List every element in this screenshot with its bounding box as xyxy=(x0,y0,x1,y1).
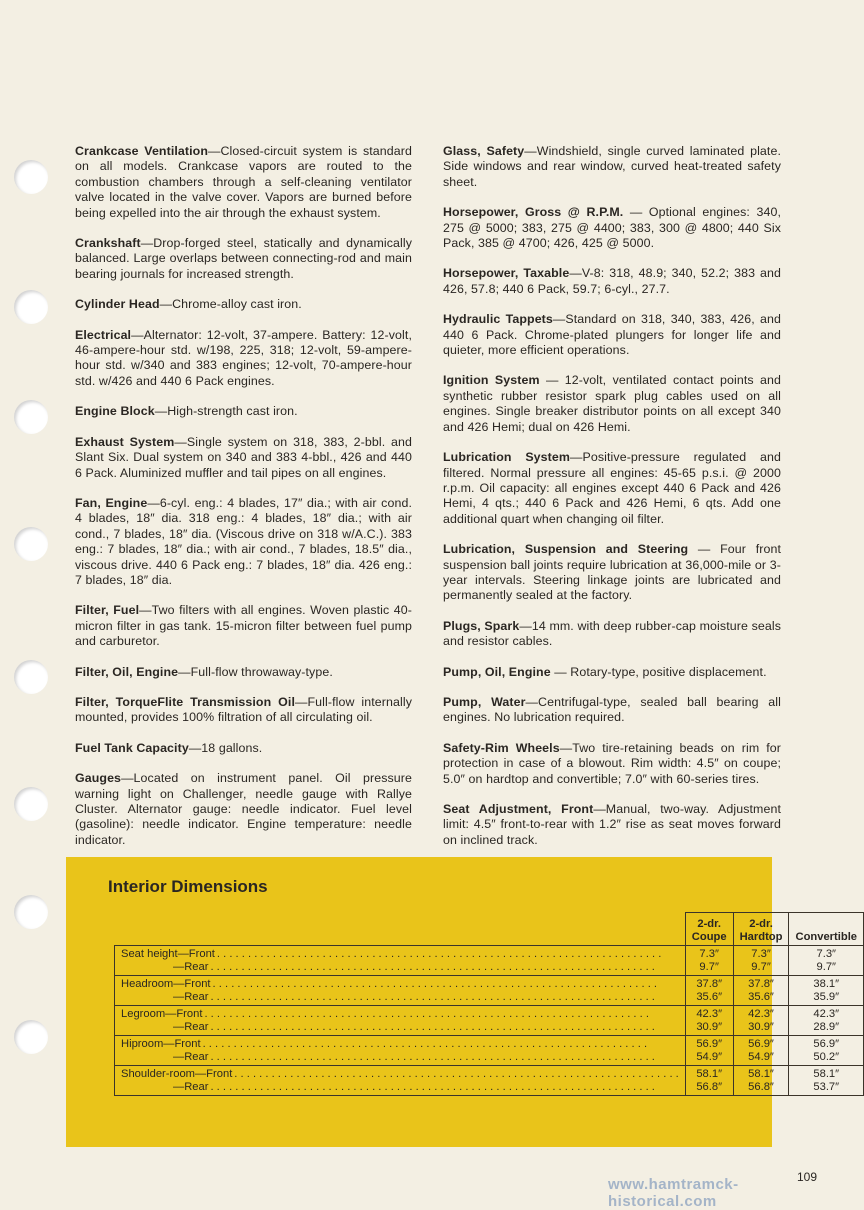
binder-hole xyxy=(14,787,48,821)
spec-term: Gauges xyxy=(75,771,122,786)
value-cell: 56.9″ 54.9″ xyxy=(733,1036,789,1066)
spec-term: Safety-Rim Wheels xyxy=(443,740,560,755)
spec-entry xyxy=(75,741,412,756)
value-cell: 38.1″ 35.9″ xyxy=(789,976,864,1006)
spec-entry xyxy=(75,603,412,649)
value-cell: 58.1″ 56.8″ xyxy=(685,1066,733,1096)
spec-description: —Two tire-retaining beads on rim for protection in case of a blowout. Rim width: 4.5″ on coupe; 5.0″ on hardtop and convertible; 7.0″ with 60-series tires. xyxy=(443,740,782,786)
row-label: Seat height—Front . . . —Rear . . . xyxy=(115,946,686,976)
table-header-row xyxy=(115,913,864,946)
row-label: Legroom—Front . . . —Rear . . . xyxy=(115,1006,686,1036)
spec-description: —Chrome-alloy cast iron. xyxy=(159,297,302,312)
column-header-coupe: 2-dr. Coupe xyxy=(685,913,733,946)
spec-description: — Rotary-type, positive displacement. xyxy=(550,664,767,679)
column-header-hardtop: 2-dr. Hardtop xyxy=(733,913,789,946)
spec-term: Pump, Water xyxy=(443,694,526,709)
spec-term: Hydraulic Tappets xyxy=(443,312,553,327)
spec-column-right xyxy=(443,144,781,863)
spec-term: Pump, Oil, Engine xyxy=(443,664,551,679)
value-cell: 37.8″ 35.6″ xyxy=(733,976,789,1006)
spec-term: Crankshaft xyxy=(75,236,141,251)
watermark: www.hamtramck-historical.com xyxy=(608,1176,739,1210)
spec-term: Horsepower, Taxable xyxy=(443,266,570,281)
binder-hole xyxy=(14,660,48,694)
interior-dimensions-panel xyxy=(66,857,858,1147)
spec-entry xyxy=(443,144,781,190)
spec-description: — Optional engines: 340, 275 @ 5000; 383, 275 @ 4400; 383, 300 @ 4800; 440 Six Pack, 385 @ 4700; 426, 425 @ 5000. xyxy=(443,205,781,251)
binder-hole xyxy=(14,400,48,434)
value-cell: 56.9″ 50.2″ xyxy=(789,1036,864,1066)
binder-hole xyxy=(14,527,48,561)
spec-description: — Four front suspension ball joints require lubrication at 36,000-mile or 3-year intervals. Steering linkage joints are lubricated and permanently sealed at the factory. xyxy=(443,542,781,603)
spec-entry xyxy=(443,802,781,848)
value-cell: 42.3″ 30.9″ xyxy=(733,1006,789,1036)
value-cell: 37.8″ 35.6″ xyxy=(685,976,733,1006)
value-cell: 7.3″ 9.7″ xyxy=(733,946,789,976)
column-header-convertible: Convertible xyxy=(789,913,864,946)
spec-description: —18 gallons. xyxy=(188,740,263,755)
spec-description: —Alternator: 12-volt, 37-ampere. Battery: 12-volt, 46-ampere-hour std. w/198, 225, 318; 12-volt, 59-ampere-hour std. w/340 and 383 engines; 12-volt, 70-ampere-hour std. w/426 and 440 6 Pack engines. xyxy=(75,327,412,388)
spec-term: Lubrication System xyxy=(443,450,571,465)
spec-term: Plugs, Spark xyxy=(443,618,520,633)
spec-term: Ignition System xyxy=(443,373,540,388)
page-number: 109 xyxy=(797,1170,818,1184)
spec-term: Cylinder Head xyxy=(75,297,160,312)
spec-description: —Two filters with all engines. Woven plastic 40-micron filter in gas tank. 15-micron filter between fuel pump and carburetor. xyxy=(75,603,413,649)
spec-entry xyxy=(443,665,781,680)
spec-description: —Manual, two-way. Adjustment limit: 4.5″ front-to-rear with 1.2″ rise as seat moves forward on inclined track. xyxy=(443,802,781,847)
value-cell: 7.3″ 9.7″ xyxy=(685,946,733,976)
panel-title: Interior Dimensions xyxy=(108,877,268,896)
spec-description: —Windshield, single curved laminated plate. Side windows and rear window, curved heat-treated safety sheet. xyxy=(443,144,781,189)
spec-term: Filter, TorqueFlite Transmission Oil xyxy=(75,694,295,709)
spec-description: —Single system on 318, 383, 2-bbl. and Slant Six. Dual system on 340 and 383 4-bbl., 426 and 440 6 Pack. Aluminized muffler and tail pipes on all engines. xyxy=(75,434,413,480)
spec-entry xyxy=(75,144,412,221)
spec-term: Exhaust System xyxy=(75,434,175,449)
spec-description: —Located on instrument panel. Oil pressure warning light on Challenger, needle gauge with Rallye Cluster. Alternator gauge: needle indicator. Fuel level (gasoline): needle indicator. Engine temperature: needle indicator. xyxy=(75,771,412,847)
spec-description: —Drop-forged steel, statically and dynamically balanced. Large overlaps between connecting-rod and main bearing journals for increased strength. xyxy=(75,236,412,281)
spec-entry xyxy=(75,665,412,680)
value-cell: 58.1″ 53.7″ xyxy=(789,1066,864,1096)
table-row xyxy=(115,1006,864,1036)
spec-description: —V-8: 318, 48.9; 340, 52.2; 383 and 426, 57.8; 440 6 Pack, 59.7; 6-cyl., 27.7. xyxy=(443,266,782,296)
spec-term: Crankcase Ventilation xyxy=(75,144,209,158)
spec-entry xyxy=(443,373,781,435)
spec-description: —14 mm. with deep rubber-cap moisture seals and resistor cables. xyxy=(443,618,781,649)
row-label: Hiproom—Front . . . —Rear . . . xyxy=(115,1036,686,1066)
spec-term: Filter, Oil, Engine xyxy=(75,664,179,679)
spec-entry xyxy=(75,297,412,312)
spec-description: —Positive-pressure regulated and filtered. Normal pressure all engines: 45-65 p.s.i. @ 2000 r.p.m. Oil capacity: all engines except 440 6 Pack and 426 Hemi, 4 qts.; 440 6 Pack and 426 Hemi, 6 qts. Add one additional quart when changing oil filter. xyxy=(443,450,781,526)
spec-entry xyxy=(443,312,781,358)
spec-entry xyxy=(75,771,412,848)
spec-term: Lubrication, Suspension and Steering xyxy=(443,542,689,557)
spec-entry xyxy=(75,404,412,419)
row-label: Shoulder-room—Front . . . —Rear . . . xyxy=(115,1066,686,1096)
spec-entry xyxy=(443,450,781,527)
spec-description: —Centrifugal-type, sealed ball bearing all engines. No lubrication required. xyxy=(443,694,781,725)
spec-entry xyxy=(443,741,781,787)
spec-column-left xyxy=(75,144,412,863)
value-cell: 58.1″ 56.8″ xyxy=(733,1066,789,1096)
binder-hole xyxy=(14,895,48,929)
spec-term: Fuel Tank Capacity xyxy=(75,740,189,755)
table-row xyxy=(115,1066,864,1096)
value-cell: 56.9″ 54.9″ xyxy=(685,1036,733,1066)
binder-hole xyxy=(14,160,48,194)
spec-description: —Standard on 318, 340, 383, 426, and 440 6 Pack. Chrome-plated plungers for longer life and quieter, more efficient operations. xyxy=(443,312,781,358)
spec-entry xyxy=(443,695,781,726)
spec-entry xyxy=(75,695,412,726)
spec-entry xyxy=(75,435,412,481)
spec-entry xyxy=(75,328,412,390)
spec-term: Seat Adjustment, Front xyxy=(443,802,594,816)
binder-hole xyxy=(14,290,48,324)
spec-term: Electrical xyxy=(75,327,132,342)
spec-term: Engine Block xyxy=(75,404,155,419)
table-corner xyxy=(115,913,686,946)
spec-term: Fan, Engine xyxy=(75,495,148,510)
spec-entry xyxy=(443,542,781,604)
spec-description: —Full-flow internally mounted, provides 100% filtration of all circulating oil. xyxy=(75,694,413,725)
row-label: Headroom—Front . . . —Rear . . . xyxy=(115,976,686,1006)
spec-entry xyxy=(75,496,412,588)
spec-description: —Closed-circuit system is standard on all models. Crankcase vapors are routed to the combustion chambers through a self-cleaning ventilator valve located in the valve cover. Vapors are burned before being expelled into the air through the exhaust system. xyxy=(75,144,412,220)
dimensions-table xyxy=(114,912,864,1096)
spec-entry xyxy=(75,236,412,282)
value-cell: 7.3″ 9.7″ xyxy=(789,946,864,976)
spec-description: —High-strength cast iron. xyxy=(154,404,298,419)
binder-hole xyxy=(14,1020,48,1054)
spec-description: — 12-volt, ventilated contact points and synthetic rubber resistor spark plug cables used on all engines. Single breaker distributor points on all except 340 and 426 Hemi; dual on 426 Hemi. xyxy=(443,373,781,434)
table-row xyxy=(115,946,864,976)
spec-term: Horsepower, Gross @ R.P.M. xyxy=(443,205,624,220)
spec-description: —Full-flow throwaway-type. xyxy=(178,664,333,679)
table-row xyxy=(115,976,864,1006)
spec-description: —6-cyl. eng.: 4 blades, 17″ dia.; with air cond. 4 blades, 18″ dia. 318 eng.: 4 blades, 18″ dia.; with air cond., 7 blades, 18″ dia. (Viscous drive on 318 w/A.C.). 383 eng.: 7 blades, 18″ dia.; with air cond., 7 blades, 18.5″ dia., viscous drive. 440 6 Pack eng.: 7 blades, 18″ dia. 426 eng.: 7 blades, 18″ dia. xyxy=(75,495,412,587)
table-row xyxy=(115,1036,864,1066)
spec-entry xyxy=(443,266,781,297)
spec-term: Filter, Fuel xyxy=(75,603,140,618)
value-cell: 42.3″ 28.9″ xyxy=(789,1006,864,1036)
spec-entry xyxy=(443,619,781,650)
spec-term: Glass, Safety xyxy=(443,144,525,158)
spec-entry xyxy=(443,205,781,251)
value-cell: 42.3″ 30.9″ xyxy=(685,1006,733,1036)
